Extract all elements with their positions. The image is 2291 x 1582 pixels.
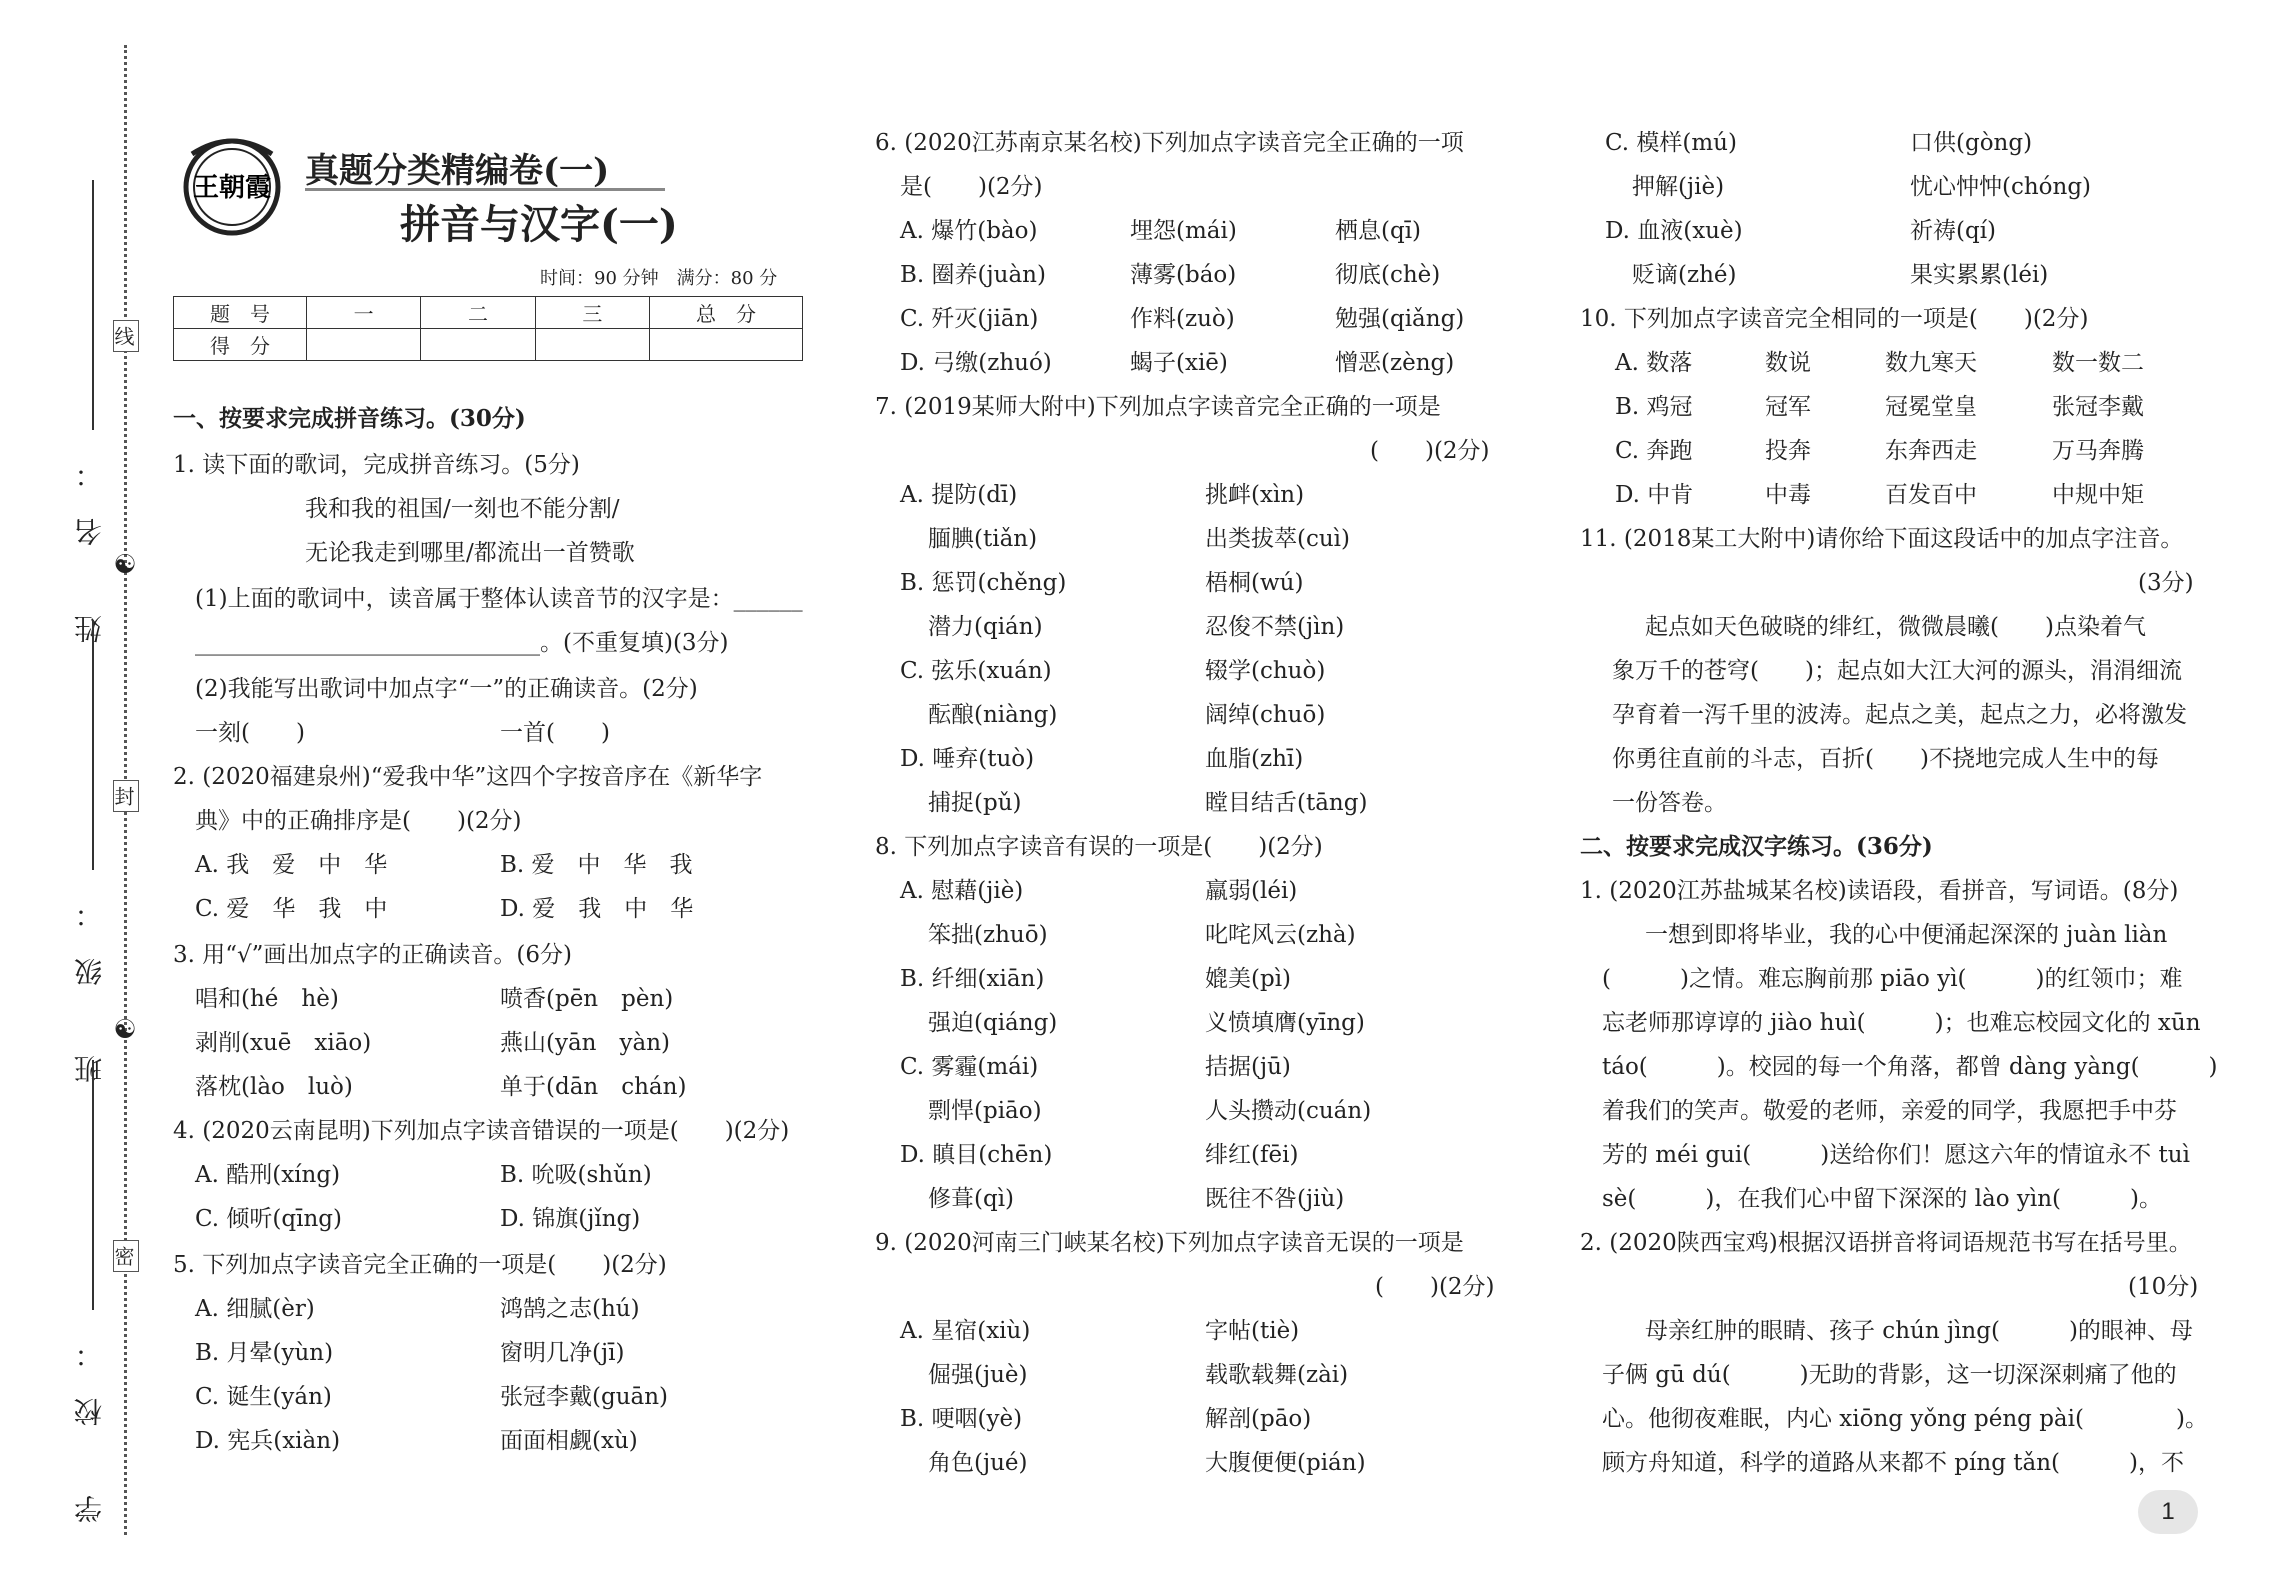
- passage-line: ( )之情。难忘胸前那 piāo yì( )的红领巾；难: [1602, 966, 2183, 992]
- question: 3. 用“√”画出加点字的正确读音。(6分): [173, 942, 573, 968]
- series-title: 真题分类精编卷(一): [305, 151, 610, 191]
- pinyin-choice[interactable]: 燕山(yān yàn): [500, 1030, 670, 1056]
- option-cont: 酝酿(niàng): [928, 702, 1058, 728]
- passage-line: sè( )，在我们心中留下深深的 lào yìn( )。: [1602, 1186, 2163, 1212]
- option-cont: 媲美(pì): [1205, 966, 1292, 992]
- option-cont: 血脂(zhī): [1205, 746, 1304, 772]
- option-cont: 数九寒天: [1885, 350, 1977, 376]
- pinyin-choice[interactable]: 单于(dān chán): [500, 1074, 687, 1100]
- option-cont: 百发百中: [1885, 482, 1977, 508]
- option-cont: 捕捉(pǔ): [928, 790, 1022, 816]
- table-row: [174, 297, 803, 329]
- passage-line: 忘老师那谆谆的 jiào huì( )；也难忘校园文化的 xūn: [1602, 1010, 2201, 1036]
- table-cell: 题 号: [174, 297, 307, 329]
- option-cont: 强迫(qiáng): [928, 1010, 1058, 1036]
- option-cont: 万马奔腾: [2052, 438, 2144, 464]
- option-cont: 载歌载舞(zài): [1205, 1362, 1349, 1388]
- question: 5. 下列加点字读音完全正确的一项是( )(2分): [173, 1252, 667, 1278]
- question: 2. (2020福建泉州)“爱我中华”这四个字按音序在《新华字: [173, 764, 763, 790]
- option-cont: 义愤填膺(yīng): [1205, 1010, 1365, 1036]
- section-heading: 二、按要求完成汉字练习。(36分): [1580, 833, 1933, 860]
- option[interactable]: D. 爱 我 中 华: [500, 896, 694, 922]
- option[interactable]: D. 中肯: [1615, 482, 1694, 508]
- answer-blank[interactable]: 一刻( ): [195, 720, 305, 746]
- name-line: [92, 180, 94, 430]
- score-input[interactable]: [535, 329, 649, 361]
- option[interactable]: D. 弓缴(zhuó): [900, 350, 1052, 376]
- passage-line: 芳的 méi gui( )送给你们！愿这六年的情谊永不 tuì: [1602, 1142, 2190, 1168]
- option[interactable]: B. 惩罚(chěng): [900, 570, 1067, 596]
- table-cell: 得 分: [174, 329, 307, 361]
- question-cont: 是( )(2分): [900, 174, 1043, 200]
- question: 7. (2019某师大附中)下列加点字读音完全正确的一项是: [875, 394, 1441, 420]
- option[interactable]: C. 爱 华 我 中: [195, 896, 388, 922]
- option-cont: 腼腆(tiǎn): [928, 526, 1038, 552]
- option[interactable]: B. 吮吸(shǔn): [500, 1162, 652, 1188]
- option-cont: 既往不咎(jiù): [1205, 1186, 1345, 1212]
- option-cont: 贬谪(zhé): [1632, 262, 1737, 288]
- table-cell: 总 分: [650, 297, 803, 329]
- question: 4. (2020云南昆明)下列加点字读音错误的一项是( )(2分): [173, 1118, 790, 1144]
- question: 10. 下列加点字读音完全相同的一项是( )(2分): [1580, 306, 2089, 332]
- option-cont: 人头攒动(cuán): [1205, 1098, 1372, 1124]
- option-cont: 窗明几净(jī): [500, 1340, 625, 1366]
- school-label: 学 校：: [73, 1310, 106, 1523]
- question: 6. (2020江苏南京某名校)下列加点字读音完全正确的一项: [875, 130, 1464, 156]
- option-cont: 彻底(chè): [1335, 262, 1441, 288]
- option-cont: 出类拔萃(cuì): [1205, 526, 1350, 552]
- table-cell: 二: [421, 297, 535, 329]
- exam-time: 时间：90 分钟 满分：80 分: [540, 268, 778, 289]
- table-cell: 三: [535, 297, 649, 329]
- passage-line: 心。他彻夜难眠，内心 xiōng yǒng péng pài( )。: [1602, 1406, 2208, 1432]
- option-cont: 忧心忡忡(chóng): [1910, 174, 2092, 200]
- option-cont: 阔绰(chuō): [1205, 702, 1326, 728]
- answer-line[interactable]: ______________________________。(不重复填)(3分): [195, 630, 729, 656]
- passage-line: 着我们的笑声。敬爱的老师，亲爱的同学，我愿把手中芬: [1602, 1098, 2177, 1124]
- score-table: [173, 296, 803, 361]
- passage-line: 孕育着一泻千里的波涛。起点之美，起点之力，必将激发: [1612, 702, 2187, 728]
- question: 1. 读下面的歌词，完成拼音练习。(5分): [173, 452, 580, 478]
- option[interactable]: A. 我 爱 中 华: [195, 852, 388, 878]
- option-cont: 羸弱(léi): [1205, 878, 1298, 904]
- option-cont: 蝎子(xiē): [1130, 350, 1228, 376]
- option[interactable]: B. 圈养(juàn): [900, 262, 1046, 288]
- option-cont: 梧桐(wú): [1205, 570, 1304, 596]
- option-cont: 笨拙(zhuō): [928, 922, 1048, 948]
- title-rule: [305, 182, 665, 191]
- option[interactable]: D. 瞋目(chēn): [900, 1142, 1053, 1168]
- option-cont: 数说: [1765, 350, 1811, 376]
- question-cont: ( )(2分): [1375, 1274, 1495, 1300]
- score-input[interactable]: [650, 329, 803, 361]
- pinyin-choice[interactable]: 喷香(pēn pèn): [500, 986, 674, 1012]
- option-cont: 憎恶(zèng): [1335, 350, 1455, 376]
- passage-line: táo( )。校园的每一个角落，都曾 dàng yàng( ): [1602, 1054, 2218, 1080]
- binding-gutter: [0, 0, 150, 1582]
- option[interactable]: C. 雾霾(mái): [900, 1054, 1039, 1080]
- school-line: [92, 1060, 94, 1310]
- line-box: 线: [113, 320, 139, 352]
- option-cont: 作料(zuò): [1130, 306, 1235, 332]
- option-cont: 字帖(tiè): [1205, 1318, 1300, 1344]
- sub-question: (1)上面的歌词中，读音属于整体认读音节的汉字是：______: [195, 586, 803, 612]
- passage-line: 顾方舟知道，科学的道路从来都不 píng tǎn( )，不: [1602, 1450, 2184, 1476]
- page-number: 1: [2138, 1490, 2198, 1534]
- option-cont: 数一数二: [2052, 350, 2144, 376]
- option[interactable]: A. 慰藉(jiè): [900, 878, 1024, 904]
- score-input[interactable]: [421, 329, 535, 361]
- option-cont: 瞠目结舌(tāng): [1205, 790, 1368, 816]
- option-cont: 果实累累(léi): [1910, 262, 2049, 288]
- option-cont: 剽悍(piāo): [928, 1098, 1042, 1124]
- answer-blank[interactable]: 一首( ): [500, 720, 610, 746]
- page-title: 拼音与汉字(一): [400, 201, 678, 248]
- option-cont: 修葺(qì): [928, 1186, 1015, 1212]
- option[interactable]: A. 细腻(èr): [195, 1296, 315, 1322]
- option-cont: 冠冕堂皇: [1885, 394, 1977, 420]
- option-cont: 拮据(jū): [1205, 1054, 1291, 1080]
- option[interactable]: B. 纤细(xiān): [900, 966, 1045, 992]
- passage-line: 象万千的苍穹( )；起点如大江大河的源头，涓涓细流: [1612, 658, 2182, 684]
- option[interactable]: A. 提防(dī): [900, 482, 1018, 508]
- pinyin-choice[interactable]: 落枕(lào luò): [195, 1074, 353, 1100]
- option[interactable]: C. 倾听(qīng): [195, 1206, 342, 1232]
- option-cont: 面面相觑(xù): [500, 1428, 638, 1454]
- knot-icon: ☯: [113, 550, 137, 580]
- mi-box: 密: [113, 1240, 139, 1272]
- question-cont: ( )(2分): [1370, 438, 1490, 464]
- question: 11. (2018某工大附中)请你给下面这段话中的加点字注音。: [1580, 526, 2184, 552]
- option[interactable]: C. 歼灭(jiān): [900, 306, 1039, 332]
- knot-icon: ☯: [113, 1015, 137, 1045]
- class-label: 班 级：: [73, 870, 106, 1083]
- table-row: [174, 329, 803, 361]
- option-cont: 挑衅(xìn): [1205, 482, 1305, 508]
- option[interactable]: B. 哽咽(yè): [900, 1406, 1023, 1432]
- passage-line: 一想到即将毕业，我的心中便涌起深深的 juàn liàn: [1645, 922, 2168, 948]
- option-cont: 投奔: [1765, 438, 1811, 464]
- passage-line: 子俩 gū dú( )无助的背影，这一切深深刺痛了他的: [1602, 1362, 2177, 1388]
- question-cont: 典》中的正确排序是( )(2分): [195, 808, 522, 834]
- option-cont: 中规中矩: [2052, 482, 2144, 508]
- option[interactable]: D. 宪兵(xiàn): [195, 1428, 341, 1454]
- option-cont: 栖息(qī): [1335, 218, 1422, 244]
- option-cont: 解剖(pāo): [1205, 1406, 1312, 1432]
- lyric-line: 无论我走到哪里/都流出一首赞歌: [305, 540, 635, 566]
- section-heading: 一、按要求完成拼音练习。(30分): [173, 405, 526, 432]
- option[interactable]: D. 锦旗(jǐng): [500, 1206, 641, 1232]
- option[interactable]: C. 诞生(yán): [195, 1384, 332, 1410]
- passage-line: 母亲红肿的眼睛、孩子 chún jìng( )的眼神、母: [1645, 1318, 2193, 1344]
- question-cont: (3分): [2138, 570, 2194, 596]
- option[interactable]: A. 爆竹(bào): [900, 218, 1038, 244]
- svg-text:王朝霞: 王朝霞: [192, 173, 272, 203]
- option[interactable]: D. 唾弃(tuò): [900, 746, 1035, 772]
- name-label: 姓 名：: [73, 430, 106, 643]
- passage-line: 你勇往直前的斗志，百折( )不挠地完成人生中的每: [1612, 746, 2159, 772]
- option[interactable]: C. 弦乐(xuán): [900, 658, 1052, 684]
- pinyin-choice[interactable]: 唱和(hé hè): [195, 986, 339, 1012]
- option-cont: 东奔西走: [1885, 438, 1977, 464]
- option[interactable]: A. 数落: [1615, 350, 1693, 376]
- option-cont: 角色(jué): [928, 1450, 1028, 1476]
- option-cont: 中毒: [1765, 482, 1811, 508]
- option[interactable]: B. 月晕(yùn): [195, 1340, 334, 1366]
- option-cont: 叱咤风云(zhà): [1205, 922, 1356, 948]
- option[interactable]: C. 模样(mú): [1605, 130, 1737, 156]
- option[interactable]: C. 奔跑: [1615, 438, 1693, 464]
- option[interactable]: A. 星宿(xiù): [900, 1318, 1031, 1344]
- pinyin-choice[interactable]: 剥削(xuē xiāo): [195, 1030, 372, 1056]
- question: 1. (2020江苏盐城某名校)读语段，看拼音，写词语。(8分): [1580, 878, 2179, 904]
- option-cont: 大腹便便(pián): [1205, 1450, 1366, 1476]
- table-cell: 一: [307, 297, 421, 329]
- option-cont: 祈祷(qí): [1910, 218, 1997, 244]
- score-input[interactable]: [307, 329, 421, 361]
- option-cont: 忍俊不禁(jìn): [1205, 614, 1345, 640]
- option-cont: 张冠李戴(guān): [500, 1384, 669, 1410]
- brand-logo-icon: [172, 132, 292, 242]
- option-cont: 押解(jiè): [1632, 174, 1725, 200]
- option[interactable]: A. 酷刑(xíng): [195, 1162, 341, 1188]
- option-cont: 潜力(qián): [928, 614, 1043, 640]
- lyric-line: 我和我的祖国/一刻也不能分割/: [305, 496, 620, 522]
- question-cont: (10分): [2128, 1274, 2199, 1300]
- passage-line: 起点如天色破晓的绯红，微微晨曦( )点染着气: [1645, 614, 2146, 640]
- option[interactable]: D. 血液(xuè): [1605, 218, 1743, 244]
- option-cont: 辍学(chuò): [1205, 658, 1326, 684]
- question: 2. (2020陕西宝鸡)根据汉语拼音将词语规范书写在括号里。: [1580, 1230, 2192, 1256]
- option[interactable]: B. 爱 中 华 我: [500, 852, 693, 878]
- class-line: [92, 620, 94, 870]
- option-cont: 绯红(fēi): [1205, 1142, 1299, 1168]
- option-cont: 薄雾(báo): [1130, 262, 1237, 288]
- passage-line: 一份答卷。: [1612, 790, 1727, 816]
- question: 9. (2020河南三门峡某名校)下列加点字读音无误的一项是: [875, 1230, 1464, 1256]
- option-cont: 勉强(qiǎng): [1335, 306, 1465, 332]
- option-cont: 口供(gòng): [1910, 130, 2033, 156]
- option-cont: 倔强(juè): [928, 1362, 1028, 1388]
- sub-question: (2)我能写出歌词中加点字“一”的正确读音。(2分): [195, 676, 698, 702]
- option[interactable]: B. 鸡冠: [1615, 394, 1693, 420]
- option-cont: 冠军: [1765, 394, 1811, 420]
- seal-box: 封: [113, 780, 139, 812]
- option-cont: 张冠李戴: [2052, 394, 2144, 420]
- option-cont: 埋怨(mái): [1130, 218, 1237, 244]
- question: 8. 下列加点字读音有误的一项是( )(2分): [875, 834, 1323, 860]
- option-cont: 鸿鹄之志(hú): [500, 1296, 640, 1322]
